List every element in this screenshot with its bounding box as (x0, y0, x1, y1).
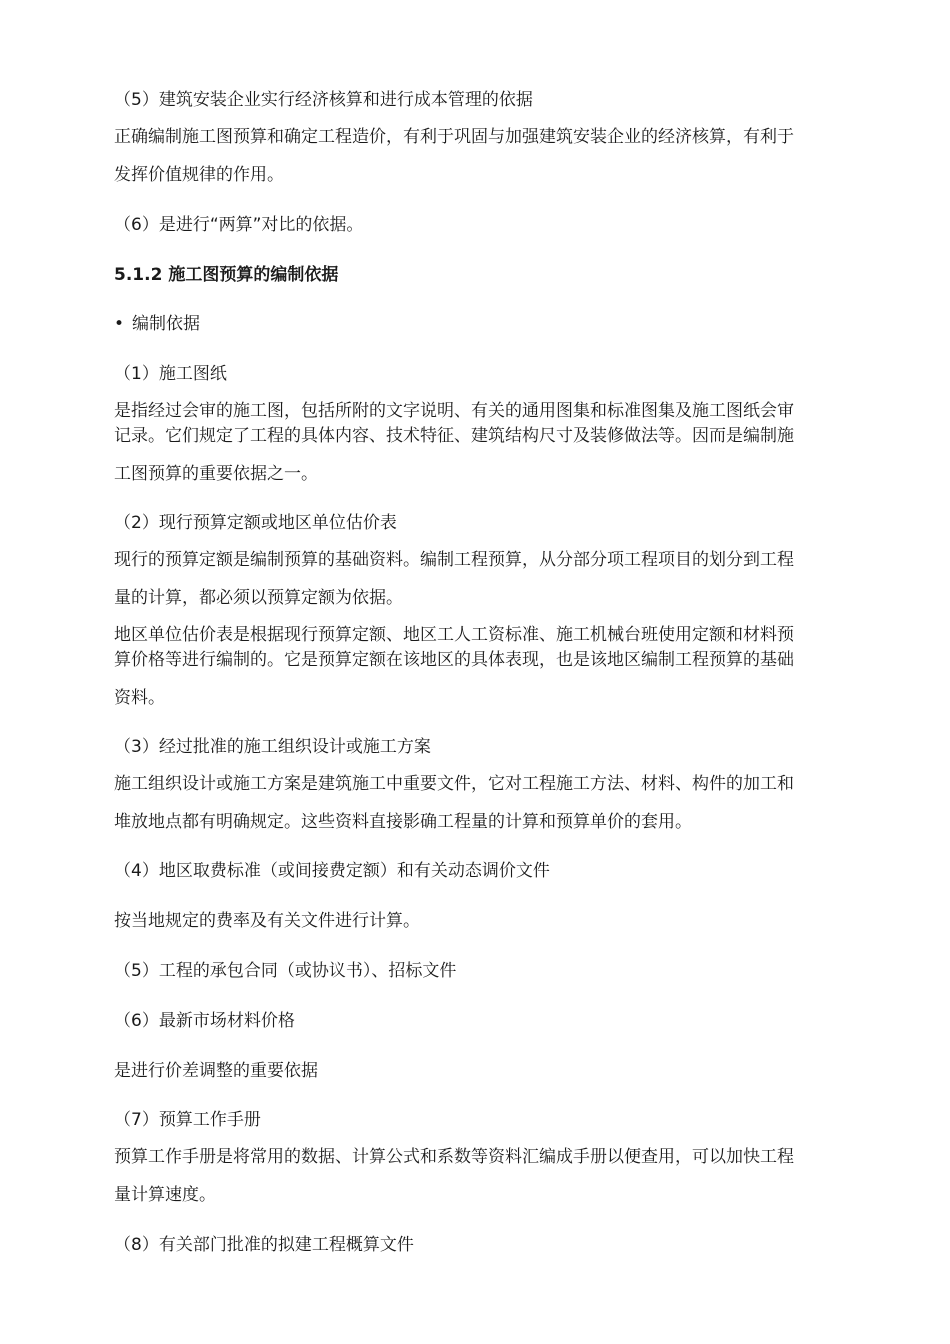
bullet-text: 编制依据 (132, 314, 200, 334)
item-8-heading: （8）有关部门批准的拟建工程概算文件 (114, 1235, 414, 1255)
paragraph-line: 堆放地点都有明确规定。这些资料直接影确工程量的计算和预算单价的套用。 (114, 812, 692, 832)
paragraph-line: 是进行价差调整的重要依据 (114, 1061, 318, 1081)
item-6-heading: （6）是进行“两算”对比的依据。 (114, 215, 364, 235)
paragraph-line: 是指经过会审的施工图，包括所附的文字说明、有关的通用图集和标准图集及施工图纸会审 (114, 401, 794, 421)
item-1-heading: （1）施工图纸 (114, 364, 227, 384)
paragraph-line: 资料。 (114, 688, 165, 708)
item-7-heading: （7）预算工作手册 (114, 1110, 261, 1130)
item-6b-heading: （6）最新市场材料价格 (114, 1011, 295, 1031)
paragraph-line: 发挥价值规律的作用。 (114, 165, 284, 185)
paragraph-line: 算价格等进行编制的。它是预算定额在该地区的具体表现，也是该地区编制工程预算的基础 (114, 650, 794, 670)
paragraph-line: 现行的预算定额是编制预算的基础资料。编制工程预算，从分部分项工程项目的划分到工程 (114, 550, 794, 570)
paragraph-line: 按当地规定的费率及有关文件进行计算。 (114, 911, 420, 931)
item-4-heading: （4）地区取费标准（或间接费定额）和有关动态调价文件 (114, 861, 550, 881)
paragraph-line: 地区单位估价表是根据现行预算定额、地区工人工资标准、施工机械台班使用定额和材料预 (114, 625, 794, 645)
item-2-heading: （2）现行预算定额或地区单位估价表 (114, 513, 397, 533)
paragraph-line: 量计算速度。 (114, 1185, 216, 1205)
paragraph-line: 预算工作手册是将常用的数据、计算公式和系数等资料汇编成手册以便查用，可以加快工程 (114, 1147, 794, 1167)
paragraph-line: 记录。它们规定了工程的具体内容、技术特征、建筑结构尺寸及装修做法等。因而是编制施 (114, 426, 794, 446)
bullet-icon: • (114, 314, 125, 334)
section-title: 5.1.2 施工图预算的编制依据 (114, 265, 339, 285)
bullet-item (114, 313, 200, 335)
paragraph-line: 正确编制施工图预算和确定工程造价，有利于巩固与加强建筑安装企业的经济核算，有利于 (114, 127, 794, 147)
item-3-heading: （3）经过批准的施工组织设计或施工方案 (114, 737, 431, 757)
paragraph-line: 施工组织设计或施工方案是建筑施工中重要文件，它对工程施工方法、材料、构件的加工和 (114, 774, 794, 794)
paragraph-line: 工图预算的重要依据之一。 (114, 464, 318, 484)
item-5-heading: （5）建筑安装企业实行经济核算和进行成本管理的依据 (114, 90, 533, 110)
item-5b-heading: （5）工程的承包合同（或协议书）、招标文件 (114, 961, 457, 981)
paragraph-line: 量的计算，都必须以预算定额为依据。 (114, 588, 403, 608)
